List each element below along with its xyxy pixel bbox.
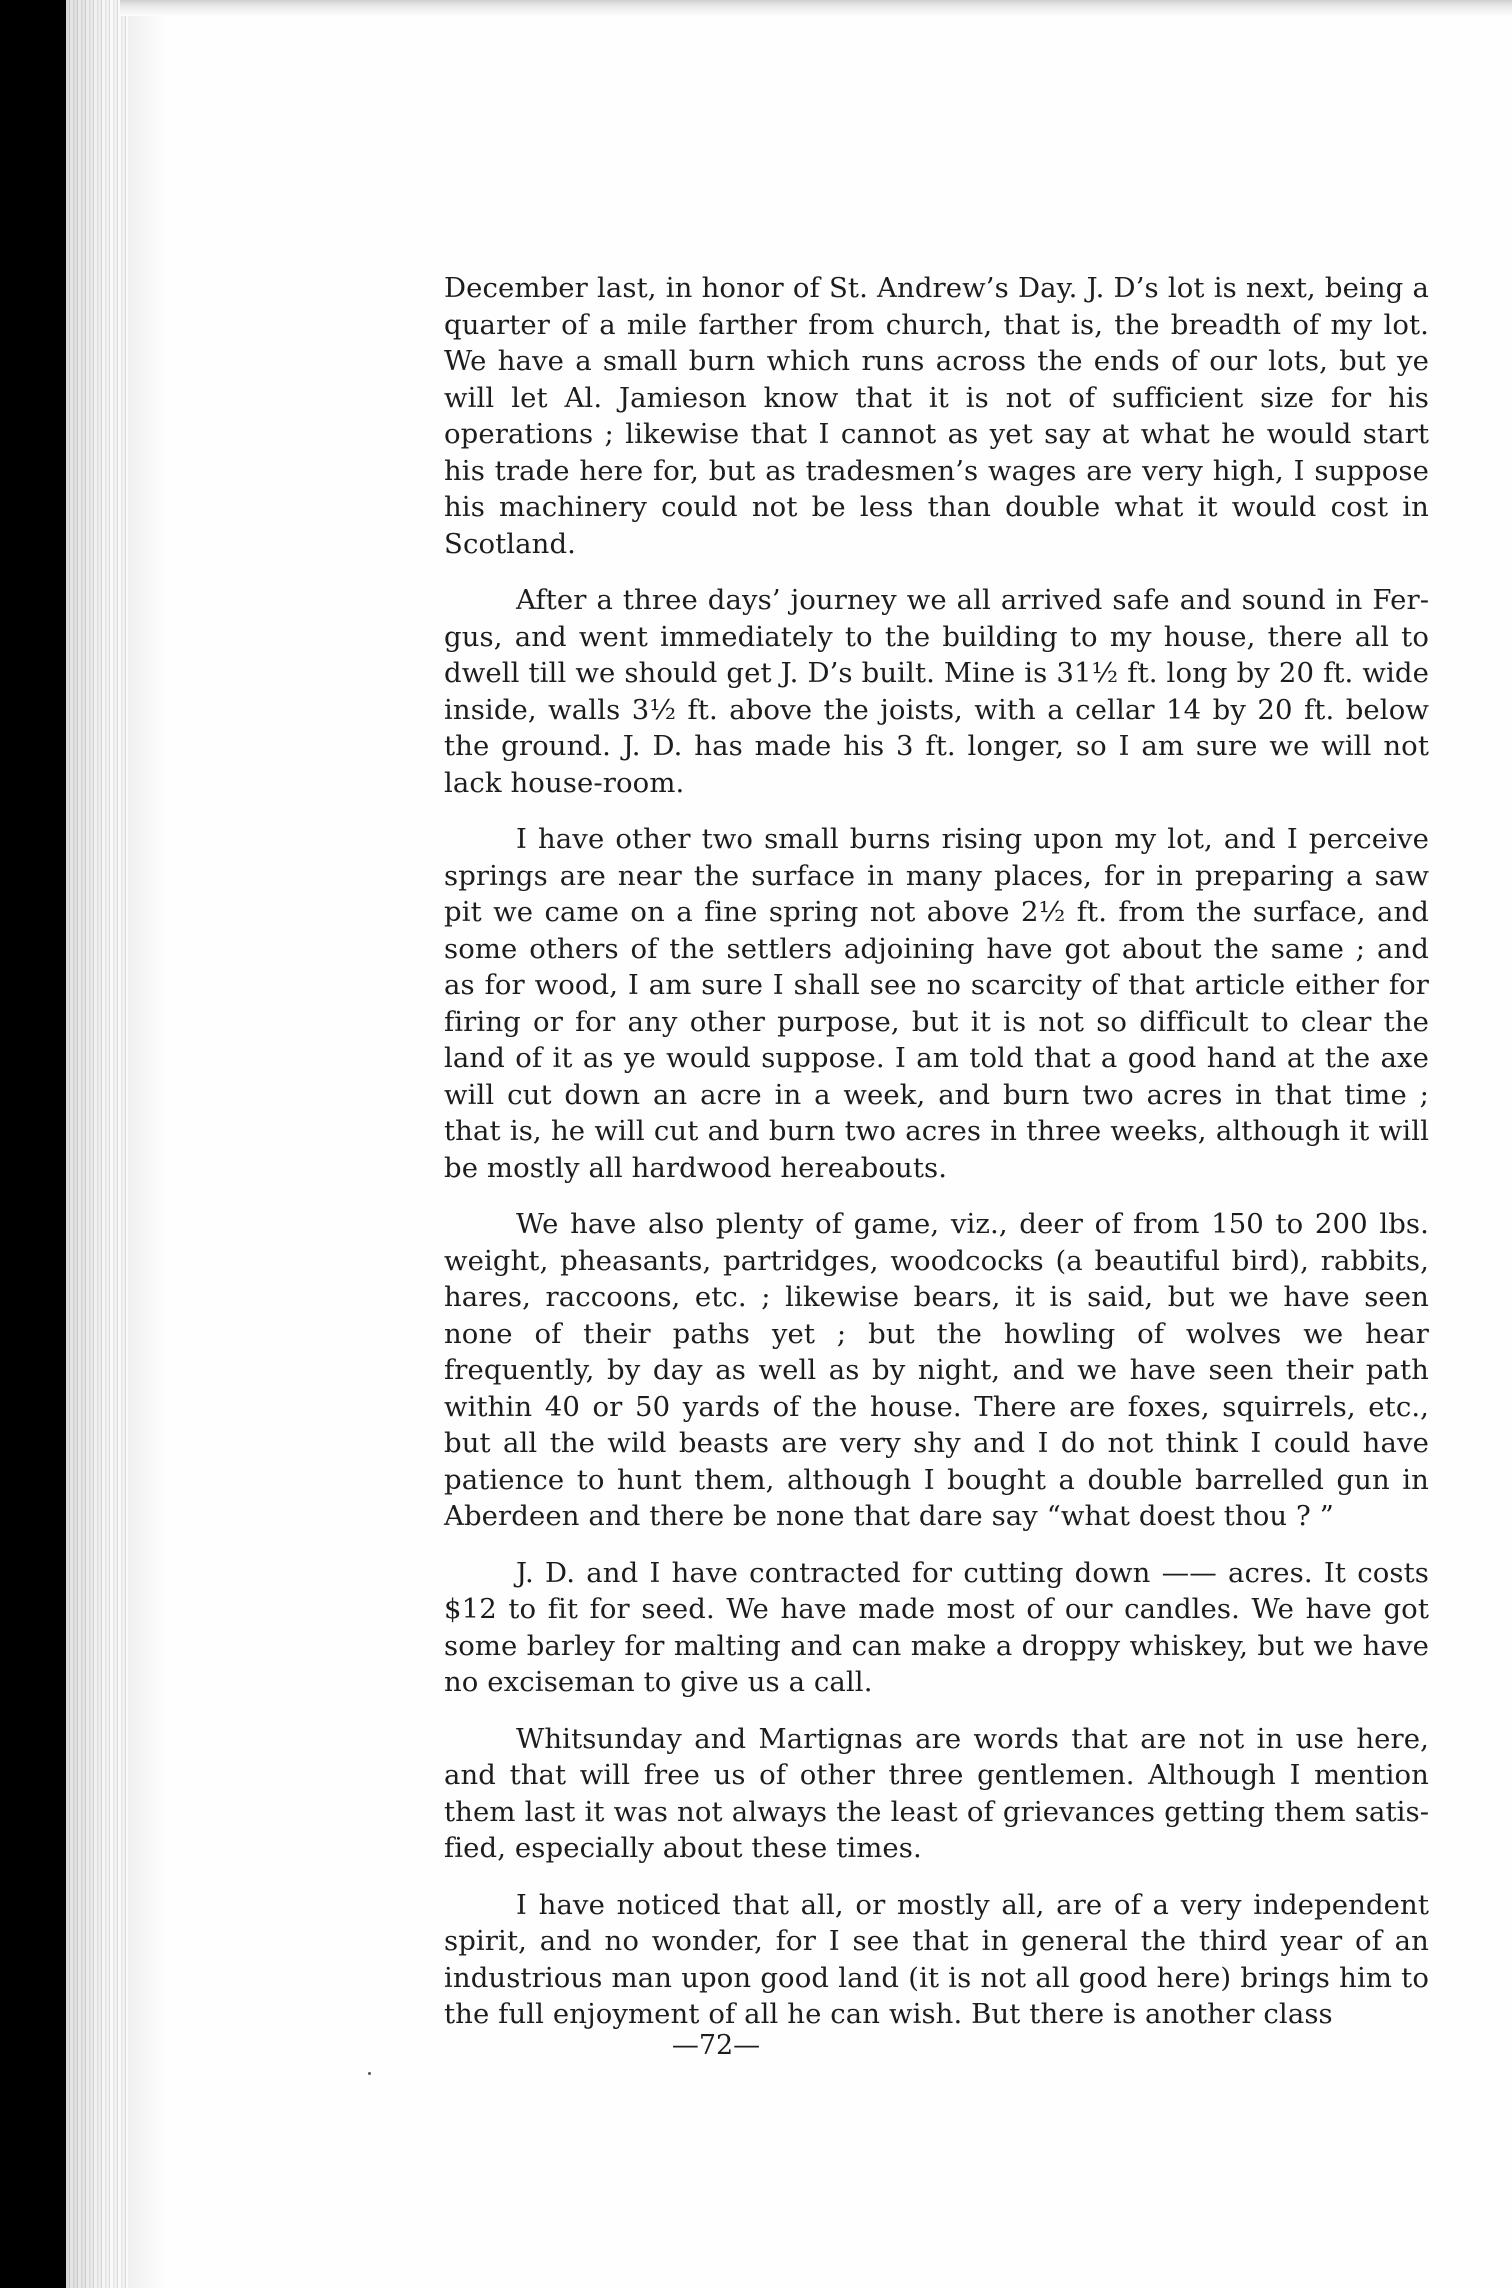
scan-dark-margin [0,0,66,2288]
page-number-row [0,2030,1512,2061]
paragraph-5: J. D. and I have contracted for cutting down —— acres. It costs $12 to fit for seed. We have made most of our candles. We have got some barley for malting and can make a droppy whiskey, but we have no exciseman to give us a call. [444,1556,1429,1698]
page-top-edge [120,0,1512,16]
scan-speck [368,2072,371,2075]
page-number: —72— [671,2030,761,2061]
gutter-shadow [128,16,168,2288]
body-text [444,270,1429,2053]
book-page-edges [66,0,128,2288]
paragraph-3: I have other two small burns rising upon my lot, and I perceive springs are near the surface in many places, for in preparing a saw pit we came on a fine spring not above 2½ ft. from the surface, and some others of the settlers adjoining have got about the same ; and as for wood, I am sure I shall see no scarcity of that article either for firing or for any other purpose, but it is not so difficult to clear the land of it as ye would suppose. I am told that a good hand at the axe will cut down an acre in a week, and burn two acres in that time ; that is, he will cut and burn two acres in three weeks, although it will be mostly all hardwood hereabouts. [444,823,1429,1184]
paragraph-7: I have noticed that all, or mostly all, are of a very independent spirit, and no wonder, for I see that in general the third year of an industrious man upon good land (it is not all good here) brings him to the full enjoyment of all he can wish. But there is another class [444,1888,1429,2030]
paragraph-1: December last, in honor of St. Andrew’s Day. J. D’s lot is next, being a quarter of a mile farther from church, that is, the breadth of my lot. We have a small burn which runs across the ends of our lots, but ye will let Al. Jamieson know that it is not of sufficient size for his operations ; likewise that I cannot as yet say at what he would start his trade here for, but as tradesmen’s wages are very high, I suppose his machinery could not be less than double what it would cost in Scotland. [444,272,1429,560]
paragraph-6: Whitsunday and Martignas are words that are not in use here, and that will free us of other three gentlemen. Although I mention them last it was not always the least of grievances getting them satisfied, especially about these times. [444,1722,1429,1864]
paragraph-2: After a three days’ journey we all arrived safe and sound in Fergus, and went immediately to the building to my house, there all to dwell till we should get J. D’s built. Mine is 31½ ft. long by 20 ft. wide inside, walls 3½ ft. above the joists, with a cellar 14 by 20 ft. below the ground. J. D. has made his 3 ft. longer, so I am sure we will not lack house-room. [444,584,1429,799]
paragraph-4: We have also plenty of game, viz., deer of from 150 to 200 lbs. weight, pheasants, partridges, woodcocks (a beautiful bird), rabbits, hares, raccoons, etc. ; likewise bears, it is said, but we have seen none of their paths yet ; but the howling of wolves we hear frequently, by day as well as by night, and we have seen their path within 40 or 50 yards of the house. There are foxes, squirrels, etc., but all the wild beasts are very shy and I do not think I could have patience to hunt them, although I bought a double barrelled gun in Aberdeen and there be none that dare say “what doest thou ? ” [444,1208,1429,1532]
